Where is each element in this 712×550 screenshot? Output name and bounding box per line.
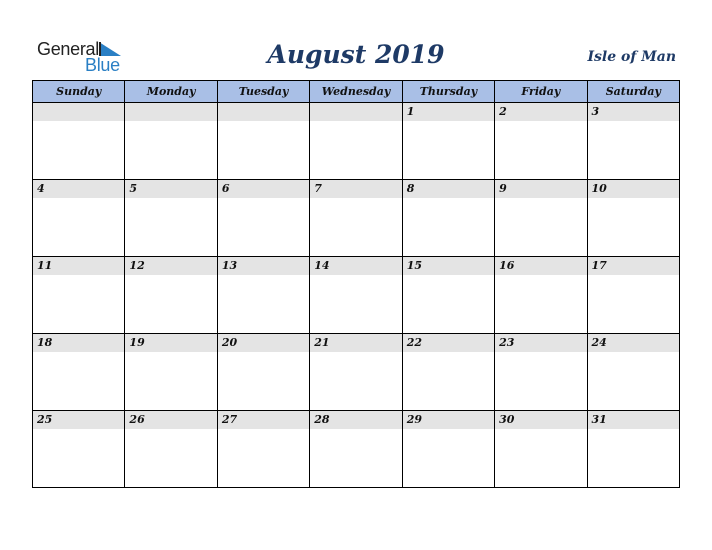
day-cell: [125, 103, 217, 180]
day-number-band: [403, 103, 494, 121]
day-number: 1: [406, 105, 415, 118]
day-number-band: [33, 334, 124, 352]
day-number: 17: [591, 259, 607, 272]
day-number-band: [218, 180, 309, 198]
day-number-band: [125, 334, 216, 352]
day-cell: [33, 257, 125, 334]
day-cell: [33, 334, 125, 411]
day-number-band: [310, 180, 401, 198]
day-number-band: [310, 334, 401, 352]
day-number-band: [310, 411, 401, 429]
day-cell: [587, 180, 679, 257]
weekday-header: Wednesday: [310, 81, 402, 103]
day-cell: [217, 103, 309, 180]
day-cell: [125, 257, 217, 334]
day-number-band: [403, 257, 494, 275]
week-row: [33, 411, 680, 488]
day-number: 26: [129, 413, 145, 426]
day-cell: [587, 257, 679, 334]
day-number-band: [588, 103, 679, 121]
day-number-band: [125, 180, 216, 198]
page-title: August 2019: [267, 40, 445, 69]
day-number-band: [218, 334, 309, 352]
week-row: [33, 334, 680, 411]
weekday-header: Monday: [125, 81, 217, 103]
day-cell: [402, 103, 494, 180]
day-cell: [125, 180, 217, 257]
day-cell: [217, 257, 309, 334]
day-number: 19: [129, 336, 145, 349]
day-number-band: [125, 411, 216, 429]
day-cell: [217, 180, 309, 257]
weekday-header: Sunday: [33, 81, 125, 103]
day-cell: [310, 257, 402, 334]
day-number: 20: [221, 336, 238, 349]
day-cell: [310, 180, 402, 257]
day-number: 6: [221, 182, 230, 195]
day-cell: [310, 411, 402, 488]
day-number: 15: [406, 259, 422, 272]
day-number: 23: [499, 336, 515, 349]
weekday-header-row: [33, 81, 680, 103]
day-number-band: [495, 334, 586, 352]
flag-icon: [99, 42, 121, 56]
day-number-band: [495, 180, 586, 198]
day-number: 30: [499, 413, 515, 426]
day-cell: [310, 103, 402, 180]
day-number: 25: [37, 413, 53, 426]
day-number-band: [310, 103, 401, 121]
weekday-header: Friday: [495, 81, 587, 103]
logo-text-general: General: [37, 39, 99, 59]
day-number-band: [125, 257, 216, 275]
day-cell: [402, 411, 494, 488]
day-number: 24: [591, 336, 607, 349]
day-number-band: [33, 411, 124, 429]
calendar-grid: [32, 80, 680, 488]
weekday-header: Tuesday: [217, 81, 309, 103]
day-number-band: [33, 257, 124, 275]
day-cell: [125, 334, 217, 411]
day-number-band: [125, 103, 216, 121]
weekday-header: Saturday: [587, 81, 679, 103]
day-cell: [402, 257, 494, 334]
day-cell: [587, 103, 679, 180]
day-cell: [495, 103, 587, 180]
day-number-band: [495, 411, 586, 429]
week-row: [33, 103, 680, 180]
day-number-band: [495, 103, 586, 121]
day-number: 8: [406, 182, 415, 195]
day-number-band: [33, 103, 124, 121]
day-cell: [495, 411, 587, 488]
logo: [37, 39, 127, 75]
day-cell: [217, 411, 309, 488]
day-number: 16: [499, 259, 515, 272]
day-number: 9: [499, 182, 507, 195]
week-row: [33, 257, 680, 334]
day-number: 7: [314, 182, 322, 195]
day-cell: [587, 334, 679, 411]
day-number: 5: [129, 182, 138, 195]
day-number-band: [218, 257, 309, 275]
day-number-band: [310, 257, 401, 275]
day-cell: [33, 103, 125, 180]
day-number: 10: [591, 182, 607, 195]
day-number: 11: [37, 259, 53, 272]
day-number-band: [588, 257, 679, 275]
day-number: 2: [499, 105, 507, 118]
day-number: 12: [129, 259, 145, 272]
day-number: 31: [591, 413, 607, 426]
calendar-body: [33, 103, 680, 488]
day-number-band: [403, 334, 494, 352]
day-number: 3: [591, 105, 600, 118]
day-cell: [402, 334, 494, 411]
day-number-band: [495, 257, 586, 275]
day-cell: [310, 334, 402, 411]
day-cell: [402, 180, 494, 257]
day-number: 18: [37, 336, 53, 349]
day-cell: [495, 334, 587, 411]
day-number: 13: [221, 259, 238, 272]
day-number: 27: [221, 413, 238, 426]
day-number-band: [588, 411, 679, 429]
logo-text-blue: Blue: [85, 55, 120, 75]
day-cell: [587, 411, 679, 488]
day-number: 29: [406, 413, 422, 426]
day-cell: [495, 180, 587, 257]
day-cell: [33, 180, 125, 257]
day-number-band: [218, 103, 309, 121]
day-number: 21: [314, 336, 330, 349]
day-number: 14: [314, 259, 330, 272]
day-number-band: [33, 180, 124, 198]
day-cell: [125, 411, 217, 488]
region-label: Isle of Man: [587, 49, 676, 65]
day-cell: [33, 411, 125, 488]
day-cell: [217, 334, 309, 411]
day-number: 22: [406, 336, 422, 349]
day-number: 28: [314, 413, 330, 426]
day-number: 4: [37, 182, 45, 195]
day-number-band: [403, 180, 494, 198]
day-number-band: [218, 411, 309, 429]
day-number-band: [403, 411, 494, 429]
day-number-band: [588, 334, 679, 352]
day-number-band: [588, 180, 679, 198]
weekday-header: Thursday: [402, 81, 494, 103]
week-row: [33, 180, 680, 257]
day-cell: [495, 257, 587, 334]
